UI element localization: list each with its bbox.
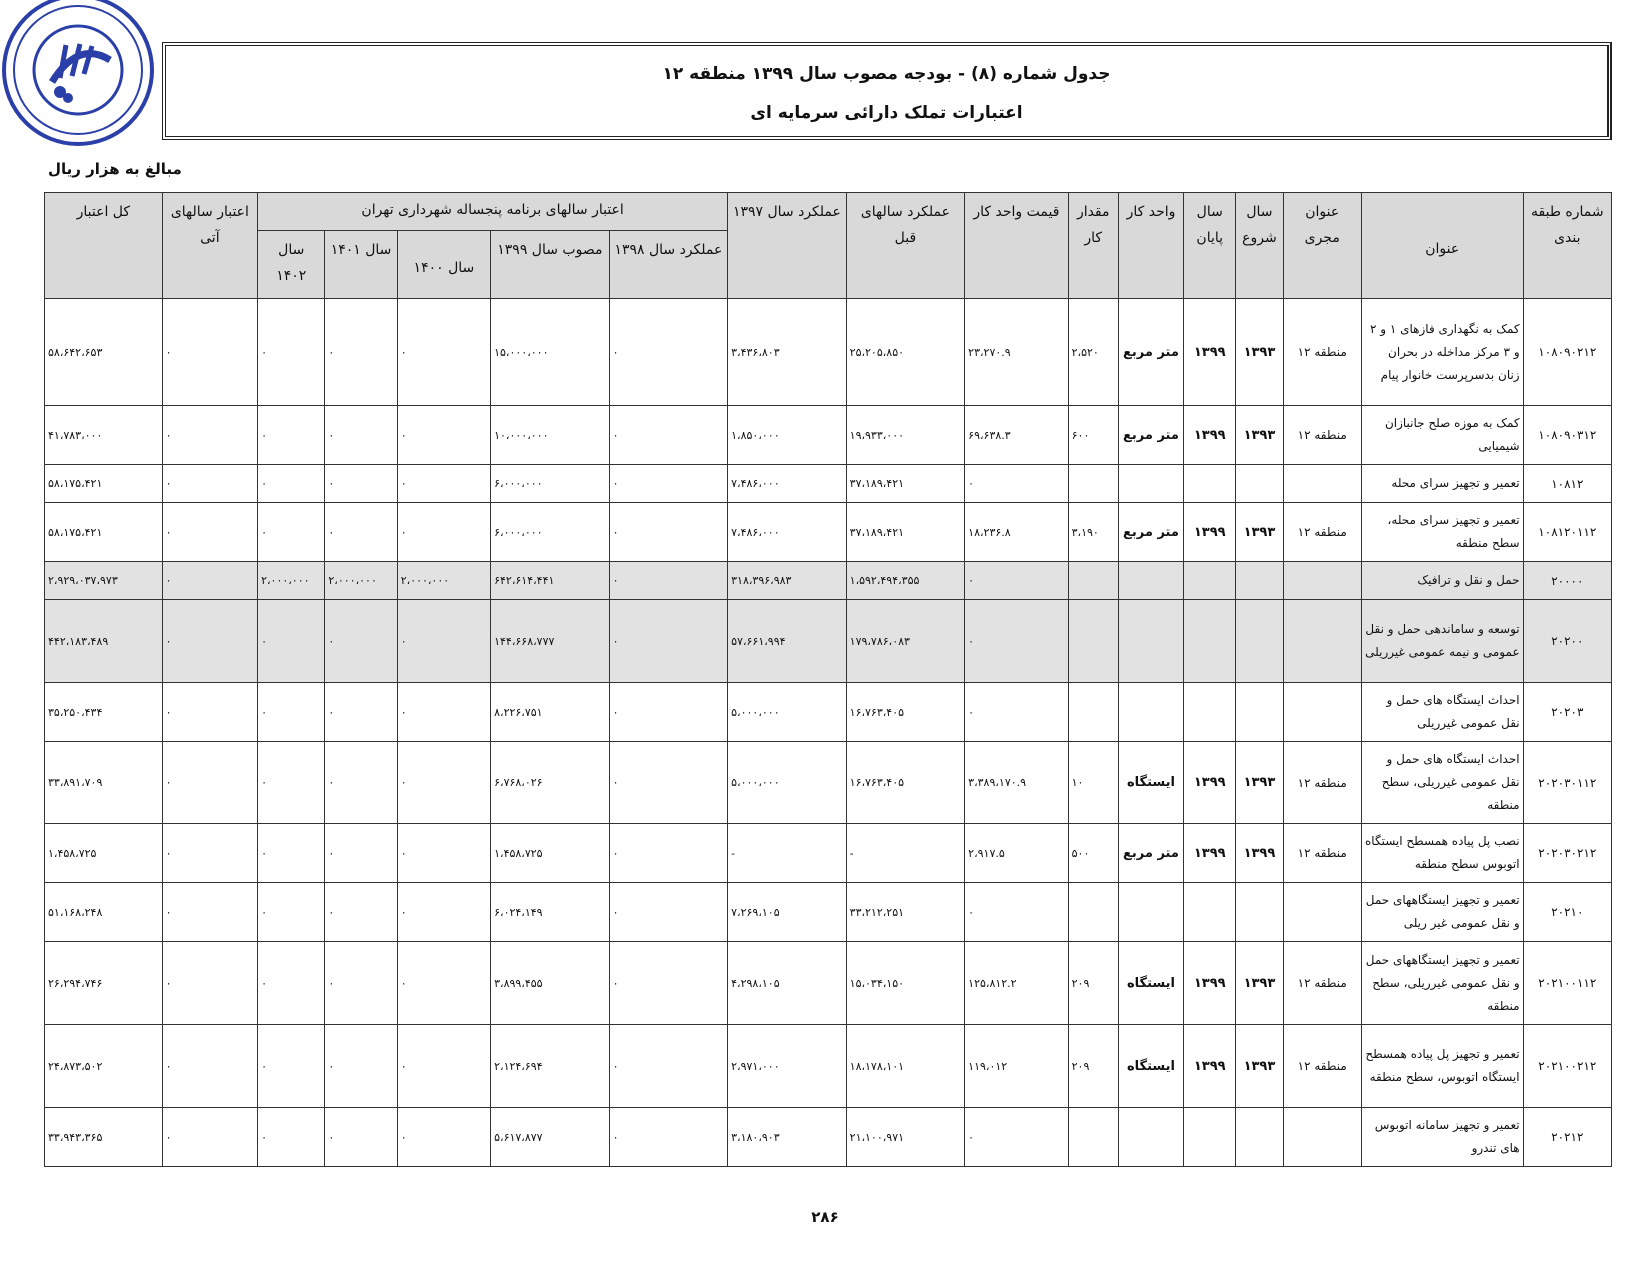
cell-start-year — [1236, 683, 1283, 742]
cell-work-unit: ایستگاه — [1118, 742, 1183, 824]
cell-future-years: ۰ — [162, 824, 257, 883]
cell-executor — [1283, 465, 1361, 503]
cell-prev-years: ۳۳،۲۱۲،۲۵۱ — [846, 883, 965, 942]
cell-start-year — [1236, 465, 1283, 503]
cell-perf-1398: ۰ — [609, 406, 728, 465]
cell-unit-price: ۰ — [965, 883, 1068, 942]
cell-quantity: ۳،۱۹۰ — [1068, 503, 1118, 562]
header-year-1401: سال ۱۴۰۱ — [325, 231, 397, 299]
cell-end-year: ۱۳۹۹ — [1184, 299, 1236, 406]
cell-title: نصب پل پیاده همسطح ایستگاه اتوبوس سطح منطقه — [1361, 824, 1523, 883]
cell-quantity: ۶۰۰ — [1068, 406, 1118, 465]
cell-future-years: ۰ — [162, 1108, 257, 1167]
cell-perf-1398: ۰ — [609, 883, 728, 942]
cell-approved-1399: ۶،۰۰۰،۰۰۰ — [491, 503, 610, 562]
cell-unit-price: ۲۳،۲۷۰.۹ — [965, 299, 1068, 406]
cell-unit-price: ۱۸،۲۳۶.۸ — [965, 503, 1068, 562]
cell-perf-1397: - — [728, 824, 847, 883]
cell-code: ۲۰۲۰۳۰۱۱۲ — [1523, 742, 1611, 824]
cell-prev-years: ۱۵،۰۳۴،۱۵۰ — [846, 942, 965, 1025]
cell-end-year: ۱۳۹۹ — [1184, 1025, 1236, 1108]
table-row — [45, 503, 1612, 562]
cell-quantity — [1068, 1108, 1118, 1167]
cell-perf-1397: ۳۱۸،۳۹۶،۹۸۳ — [728, 562, 847, 600]
cell-perf-1397: ۳،۴۳۶،۸۰۳ — [728, 299, 847, 406]
cell-executor: منطقه ۱۲ — [1283, 503, 1361, 562]
cell-title: احداث ایستگاه های حمل و نقل عمومی غیرریلی — [1361, 683, 1523, 742]
cell-year-1400: ۰ — [397, 683, 490, 742]
cell-total: ۵۸،۱۷۵،۴۲۱ — [45, 465, 163, 503]
cell-code: ۱۰۸۱۲ — [1523, 465, 1611, 503]
cell-code: ۲۰۲۱۲ — [1523, 1108, 1611, 1167]
cell-quantity: ۲،۵۲۰ — [1068, 299, 1118, 406]
cell-approved-1399: ۶،۰۰۰،۰۰۰ — [491, 465, 610, 503]
header-future-years: اعتبار سالهای آتی — [162, 193, 257, 299]
cell-perf-1397: ۷،۴۸۶،۰۰۰ — [728, 465, 847, 503]
cell-total: ۲،۹۲۹،۰۳۷،۹۷۳ — [45, 562, 163, 600]
table-row — [45, 683, 1612, 742]
cell-year-1400: ۰ — [397, 503, 490, 562]
cell-work-unit — [1118, 465, 1183, 503]
cell-executor — [1283, 683, 1361, 742]
title-box — [162, 42, 1612, 140]
table-row — [45, 742, 1612, 824]
cell-prev-years: ۱۶،۷۶۳،۴۰۵ — [846, 742, 965, 824]
table-title: جدول شماره (۸) - بودجه مصوب سال ۱۳۹۹ منطقه ۱۲ — [662, 64, 1111, 84]
cell-start-year — [1236, 600, 1283, 683]
cell-approved-1399: ۶،۰۲۴،۱۴۹ — [491, 883, 610, 942]
cell-quantity: ۲۰۹ — [1068, 1025, 1118, 1108]
cell-executor — [1283, 600, 1361, 683]
table-row — [45, 406, 1612, 465]
cell-quantity: ۲۰۹ — [1068, 942, 1118, 1025]
cell-future-years: ۰ — [162, 942, 257, 1025]
cell-title: حمل و نقل و ترافیک — [1361, 562, 1523, 600]
cell-prev-years: ۱۸،۱۷۸،۱۰۱ — [846, 1025, 965, 1108]
cell-code: ۲۰۲۱۰۰۲۱۲ — [1523, 1025, 1611, 1108]
cell-total: ۳۳،۸۹۱،۷۰۹ — [45, 742, 163, 824]
cell-start-year: ۱۳۹۳ — [1236, 406, 1283, 465]
header-five-year-program: اعتبار سالهای برنامه پنجساله شهرداری تهران — [258, 193, 728, 231]
cell-total: ۵۸،۶۴۲،۶۵۳ — [45, 299, 163, 406]
cell-perf-1397: ۱،۸۵۰،۰۰۰ — [728, 406, 847, 465]
cell-end-year — [1184, 883, 1236, 942]
cell-approved-1399: ۸،۲۲۶،۷۵۱ — [491, 683, 610, 742]
cell-code: ۱۰۸۱۲۰۱۱۲ — [1523, 503, 1611, 562]
cell-work-unit — [1118, 683, 1183, 742]
cell-executor — [1283, 562, 1361, 600]
cell-year-1402: ۰ — [258, 503, 325, 562]
cell-work-unit — [1118, 1108, 1183, 1167]
cell-total: ۵۱،۱۶۸،۲۴۸ — [45, 883, 163, 942]
cell-start-year: ۱۳۹۳ — [1236, 299, 1283, 406]
header-quantity: مقدار کار — [1068, 193, 1118, 299]
cell-code: ۲۰۲۱۰ — [1523, 883, 1611, 942]
header-work-unit: واحد کار — [1118, 193, 1183, 299]
cell-perf-1398: ۰ — [609, 742, 728, 824]
cell-year-1402: ۰ — [258, 883, 325, 942]
cell-prev-years: ۲۱،۱۰۰،۹۷۱ — [846, 1108, 965, 1167]
cell-year-1400: ۰ — [397, 883, 490, 942]
cell-year-1401: ۰ — [325, 465, 397, 503]
cell-code: ۲۰۰۰۰ — [1523, 562, 1611, 600]
cell-code: ۱۰۸۰۹۰۳۱۲ — [1523, 406, 1611, 465]
cell-start-year: ۱۳۹۳ — [1236, 742, 1283, 824]
cell-start-year — [1236, 1108, 1283, 1167]
header-prev-years: عملکرد سالهای قبل — [846, 193, 965, 299]
header-approved-1399: مصوب سال ۱۳۹۹ — [491, 231, 610, 299]
cell-total: ۴۱،۷۸۳،۰۰۰ — [45, 406, 163, 465]
cell-year-1401: ۰ — [325, 1108, 397, 1167]
cell-unit-price: ۰ — [965, 683, 1068, 742]
cell-executor: منطقه ۱۲ — [1283, 406, 1361, 465]
cell-start-year: ۱۳۹۳ — [1236, 1025, 1283, 1108]
cell-year-1402: ۰ — [258, 299, 325, 406]
cell-work-unit: متر مربع — [1118, 299, 1183, 406]
table-row — [45, 824, 1612, 883]
cell-end-year — [1184, 562, 1236, 600]
cell-executor: منطقه ۱۲ — [1283, 942, 1361, 1025]
cell-prev-years: - — [846, 824, 965, 883]
header-title: عنوان — [1361, 193, 1523, 299]
cell-future-years: ۰ — [162, 1025, 257, 1108]
budget-table — [44, 192, 1612, 1167]
header-code: شماره طبقه بندی — [1523, 193, 1611, 299]
council-seal-logo — [0, 0, 160, 160]
cell-year-1401: ۲،۰۰۰،۰۰۰ — [325, 562, 397, 600]
cell-title: تعمیر و تجهیز سامانه اتوبوس های تندرو — [1361, 1108, 1523, 1167]
cell-quantity — [1068, 465, 1118, 503]
cell-quantity — [1068, 883, 1118, 942]
currency-unit-note: مبالغ به هزار ریال — [48, 160, 182, 178]
cell-title: تعمیر و تجهیز پل پیاده همسطح ایستگاه اتوبوس، سطح منطقه — [1361, 1025, 1523, 1108]
cell-work-unit: متر مربع — [1118, 406, 1183, 465]
cell-future-years: ۰ — [162, 406, 257, 465]
cell-approved-1399: ۲،۱۲۴،۶۹۴ — [491, 1025, 610, 1108]
cell-year-1401: ۰ — [325, 406, 397, 465]
cell-year-1400: ۰ — [397, 600, 490, 683]
page-number: ۲۸۶ — [811, 1208, 839, 1226]
cell-approved-1399: ۵،۶۱۷،۸۷۷ — [491, 1108, 610, 1167]
cell-work-unit: متر مربع — [1118, 503, 1183, 562]
cell-unit-price: ۰ — [965, 600, 1068, 683]
cell-prev-years: ۱۷۹،۷۸۶،۰۸۳ — [846, 600, 965, 683]
cell-unit-price: ۶۹،۶۳۸.۳ — [965, 406, 1068, 465]
cell-approved-1399: ۱۵،۰۰۰،۰۰۰ — [491, 299, 610, 406]
header-executor: عنوان مجری — [1283, 193, 1361, 299]
cell-code: ۲۰۲۰۰ — [1523, 600, 1611, 683]
cell-end-year — [1184, 600, 1236, 683]
cell-future-years: ۰ — [162, 883, 257, 942]
cell-year-1401: ۰ — [325, 683, 397, 742]
header-total: کل اعتبار — [45, 193, 163, 299]
cell-title: کمک به نگهداری فازهای ۱ و ۲ و ۳ مرکز مداخله در بحران زنان بدسرپرست خانوار پیام — [1361, 299, 1523, 406]
cell-perf-1398: ۰ — [609, 503, 728, 562]
cell-perf-1398: ۰ — [609, 562, 728, 600]
cell-code: ۱۰۸۰۹۰۲۱۲ — [1523, 299, 1611, 406]
cell-total: ۲۶،۲۹۴،۷۴۶ — [45, 942, 163, 1025]
cell-prev-years: ۱۶،۷۶۳،۴۰۵ — [846, 683, 965, 742]
cell-year-1402: ۰ — [258, 683, 325, 742]
cell-end-year — [1184, 683, 1236, 742]
cell-end-year: ۱۳۹۹ — [1184, 942, 1236, 1025]
cell-code: ۲۰۲۰۳۰۲۱۲ — [1523, 824, 1611, 883]
cell-approved-1399: ۱۴۴،۶۶۸،۷۷۷ — [491, 600, 610, 683]
cell-quantity: ۱۰ — [1068, 742, 1118, 824]
cell-code: ۲۰۲۰۳ — [1523, 683, 1611, 742]
cell-perf-1397: ۷،۲۶۹،۱۰۵ — [728, 883, 847, 942]
cell-approved-1399: ۶،۷۶۸،۰۲۶ — [491, 742, 610, 824]
cell-executor: منطقه ۱۲ — [1283, 1025, 1361, 1108]
cell-unit-price: ۰ — [965, 1108, 1068, 1167]
cell-year-1402: ۲،۰۰۰،۰۰۰ — [258, 562, 325, 600]
cell-future-years: ۰ — [162, 600, 257, 683]
cell-future-years: ۰ — [162, 465, 257, 503]
cell-perf-1398: ۰ — [609, 824, 728, 883]
header-year-1400: سال ۱۴۰۰ — [397, 231, 490, 299]
cell-quantity — [1068, 600, 1118, 683]
cell-approved-1399: ۶۴۲،۶۱۴،۴۴۱ — [491, 562, 610, 600]
cell-unit-price: ۳،۳۸۹،۱۷۰.۹ — [965, 742, 1068, 824]
cell-total: ۴۴۲،۱۸۳،۴۸۹ — [45, 600, 163, 683]
cell-year-1401: ۰ — [325, 503, 397, 562]
cell-work-unit: ایستگاه — [1118, 1025, 1183, 1108]
cell-executor: منطقه ۱۲ — [1283, 299, 1361, 406]
table-row — [45, 562, 1612, 600]
cell-title: کمک به موزه صلح جانبازان شیمیایی — [1361, 406, 1523, 465]
cell-year-1400: ۰ — [397, 406, 490, 465]
header-start-year: سال شروع — [1236, 193, 1283, 299]
cell-end-year — [1184, 465, 1236, 503]
table-row — [45, 299, 1612, 406]
cell-year-1401: ۰ — [325, 942, 397, 1025]
cell-year-1402: ۰ — [258, 406, 325, 465]
cell-year-1400: ۰ — [397, 465, 490, 503]
table-subtitle: اعتبارات تملک دارائی سرمایه ای — [750, 103, 1023, 123]
cell-year-1400: ۲،۰۰۰،۰۰۰ — [397, 562, 490, 600]
cell-perf-1398: ۰ — [609, 600, 728, 683]
cell-perf-1397: ۵۷،۶۶۱،۹۹۴ — [728, 600, 847, 683]
cell-code: ۲۰۲۱۰۰۱۱۲ — [1523, 942, 1611, 1025]
header-perf-1398: عملکرد سال ۱۳۹۸ — [609, 231, 728, 299]
cell-quantity: ۵۰۰ — [1068, 824, 1118, 883]
cell-future-years: ۰ — [162, 299, 257, 406]
header-end-year: سال پایان — [1184, 193, 1236, 299]
cell-quantity — [1068, 683, 1118, 742]
table-row — [45, 942, 1612, 1025]
cell-year-1400: ۰ — [397, 1025, 490, 1108]
cell-start-year: ۱۳۹۳ — [1236, 942, 1283, 1025]
cell-executor — [1283, 883, 1361, 942]
cell-perf-1397: ۴،۲۹۸،۱۰۵ — [728, 942, 847, 1025]
cell-year-1400: ۰ — [397, 742, 490, 824]
cell-perf-1398: ۰ — [609, 1108, 728, 1167]
cell-future-years: ۰ — [162, 683, 257, 742]
header-perf-1397: عملکرد سال ۱۳۹۷ — [728, 193, 847, 299]
cell-total: ۱،۴۵۸،۷۲۵ — [45, 824, 163, 883]
cell-year-1400: ۰ — [397, 1108, 490, 1167]
cell-perf-1397: ۵،۰۰۰،۰۰۰ — [728, 742, 847, 824]
cell-unit-price: ۰ — [965, 465, 1068, 503]
cell-perf-1397: ۲،۹۷۱،۰۰۰ — [728, 1025, 847, 1108]
cell-work-unit — [1118, 883, 1183, 942]
cell-prev-years: ۲۵،۲۰۵،۸۵۰ — [846, 299, 965, 406]
cell-year-1401: ۰ — [325, 1025, 397, 1108]
cell-executor — [1283, 1108, 1361, 1167]
cell-title: احداث ایستگاه های حمل و نقل عمومی غیرریلی، سطح منطقه — [1361, 742, 1523, 824]
cell-end-year — [1184, 1108, 1236, 1167]
cell-year-1400: ۰ — [397, 299, 490, 406]
cell-year-1402: ۰ — [258, 465, 325, 503]
cell-prev-years: ۱۹،۹۳۳،۰۰۰ — [846, 406, 965, 465]
cell-year-1402: ۰ — [258, 1025, 325, 1108]
cell-work-unit: ایستگاه — [1118, 942, 1183, 1025]
cell-perf-1398: ۰ — [609, 942, 728, 1025]
cell-total: ۵۸،۱۷۵،۴۲۱ — [45, 503, 163, 562]
cell-start-year: ۱۳۹۹ — [1236, 824, 1283, 883]
header-unit-price: قیمت واحد کار — [965, 193, 1068, 299]
cell-title: تعمیر و تجهیز ایستگاههای حمل و نقل عمومی غیر ریلی — [1361, 883, 1523, 942]
cell-year-1401: ۰ — [325, 742, 397, 824]
cell-year-1401: ۰ — [325, 600, 397, 683]
table-row — [45, 600, 1612, 683]
cell-future-years: ۰ — [162, 742, 257, 824]
cell-perf-1397: ۵،۰۰۰،۰۰۰ — [728, 683, 847, 742]
cell-year-1402: ۰ — [258, 824, 325, 883]
header-year-1402: سال ۱۴۰۲ — [258, 231, 325, 299]
table-row — [45, 465, 1612, 503]
table-body — [45, 299, 1612, 1167]
cell-prev-years: ۳۷،۱۸۹،۴۲۱ — [846, 465, 965, 503]
cell-start-year — [1236, 562, 1283, 600]
cell-year-1401: ۰ — [325, 824, 397, 883]
cell-title: توسعه و ساماندهی حمل و نقل عمومی و نیمه عمومی غیرریلی — [1361, 600, 1523, 683]
cell-quantity — [1068, 562, 1118, 600]
cell-year-1402: ۰ — [258, 942, 325, 1025]
cell-approved-1399: ۱۰،۰۰۰،۰۰۰ — [491, 406, 610, 465]
cell-year-1402: ۰ — [258, 600, 325, 683]
cell-perf-1398: ۰ — [609, 683, 728, 742]
cell-total: ۳۳،۹۴۳،۳۶۵ — [45, 1108, 163, 1167]
cell-year-1401: ۰ — [325, 883, 397, 942]
table-row — [45, 1025, 1612, 1108]
cell-title: تعمیر و تجهیز سرای محله، سطح منطقه — [1361, 503, 1523, 562]
cell-end-year: ۱۳۹۹ — [1184, 824, 1236, 883]
cell-year-1402: ۰ — [258, 742, 325, 824]
cell-start-year — [1236, 883, 1283, 942]
cell-executor: منطقه ۱۲ — [1283, 742, 1361, 824]
cell-future-years: ۰ — [162, 503, 257, 562]
cell-future-years: ۰ — [162, 562, 257, 600]
cell-year-1402: ۰ — [258, 1108, 325, 1167]
cell-total: ۳۵،۲۵۰،۴۳۴ — [45, 683, 163, 742]
cell-perf-1398: ۰ — [609, 299, 728, 406]
cell-approved-1399: ۳،۸۹۹،۴۵۵ — [491, 942, 610, 1025]
cell-title: تعمیر و تجهیز ایستگاههای حمل و نقل عمومی غیرریلی، سطح منطقه — [1361, 942, 1523, 1025]
cell-work-unit — [1118, 600, 1183, 683]
cell-unit-price: ۲،۹۱۷.۵ — [965, 824, 1068, 883]
cell-title: تعمیر و تجهیز سرای محله — [1361, 465, 1523, 503]
cell-perf-1398: ۰ — [609, 465, 728, 503]
cell-prev-years: ۳۷،۱۸۹،۴۲۱ — [846, 503, 965, 562]
cell-year-1400: ۰ — [397, 942, 490, 1025]
cell-end-year: ۱۳۹۹ — [1184, 742, 1236, 824]
cell-start-year: ۱۳۹۳ — [1236, 503, 1283, 562]
cell-executor: منطقه ۱۲ — [1283, 824, 1361, 883]
cell-year-1401: ۰ — [325, 299, 397, 406]
cell-perf-1397: ۷،۴۸۶،۰۰۰ — [728, 503, 847, 562]
cell-work-unit — [1118, 562, 1183, 600]
table-row — [45, 1108, 1612, 1167]
cell-work-unit: متر مربع — [1118, 824, 1183, 883]
cell-unit-price: ۱۲۵،۸۱۲.۲ — [965, 942, 1068, 1025]
table-row — [45, 883, 1612, 942]
cell-year-1400: ۰ — [397, 824, 490, 883]
cell-end-year: ۱۳۹۹ — [1184, 406, 1236, 465]
cell-prev-years: ۱،۵۹۲،۴۹۴،۳۵۵ — [846, 562, 965, 600]
cell-end-year: ۱۳۹۹ — [1184, 503, 1236, 562]
cell-unit-price: ۱۱۹،۰۱۲ — [965, 1025, 1068, 1108]
cell-perf-1397: ۳،۱۸۰،۹۰۳ — [728, 1108, 847, 1167]
cell-perf-1398: ۰ — [609, 1025, 728, 1108]
cell-unit-price: ۰ — [965, 562, 1068, 600]
cell-approved-1399: ۱،۴۵۸،۷۲۵ — [491, 824, 610, 883]
cell-total: ۲۴،۸۷۳،۵۰۲ — [45, 1025, 163, 1108]
